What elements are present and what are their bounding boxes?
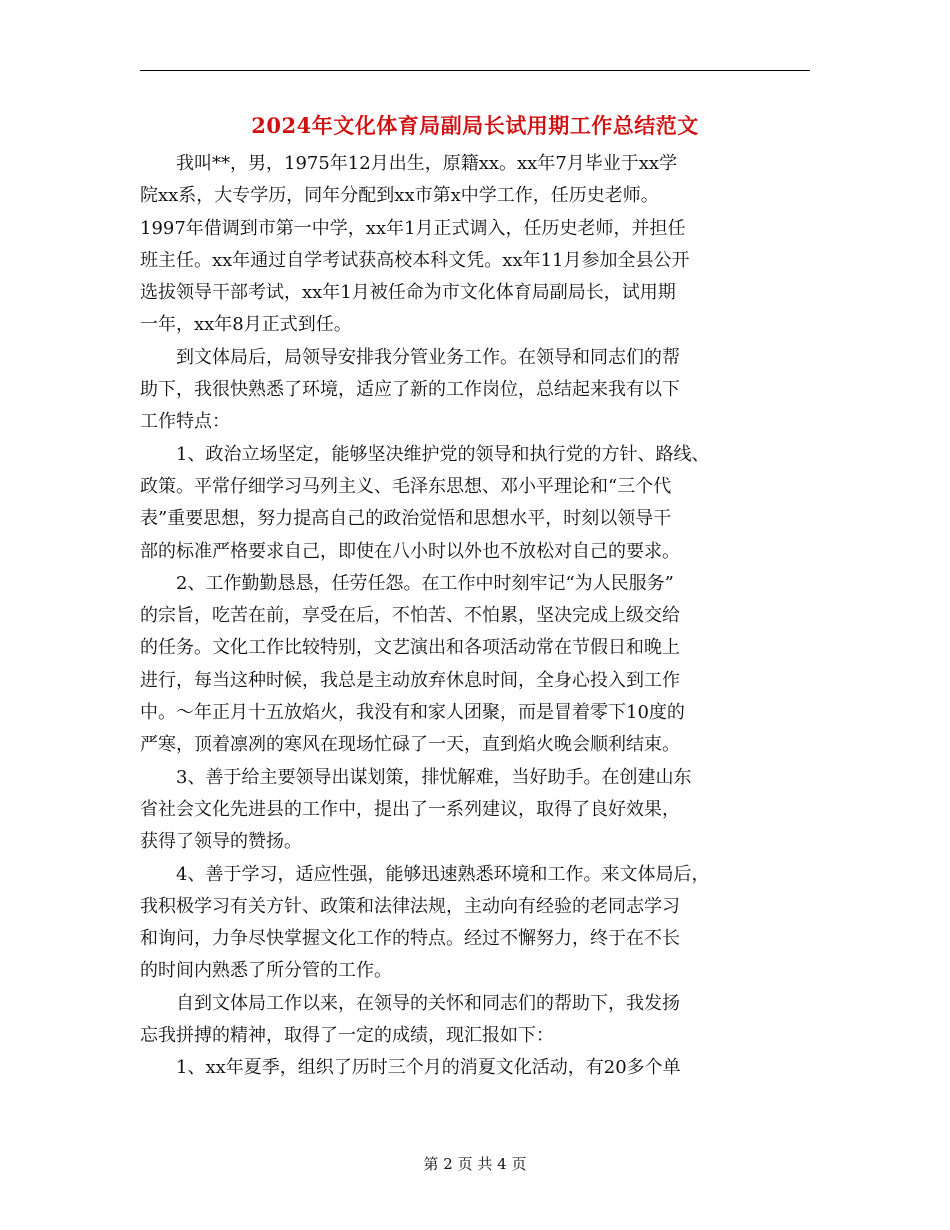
body-line: 严寒，顶着凛冽的寒风在现场忙碌了一天，直到焰火晚会顺利结束。: [140, 734, 680, 756]
page-number: 第 2 页 共 4 页: [423, 1155, 527, 1173]
body-line: 部的标准严格要求自己，即使在八小时以外也不放松对自己的要求。: [140, 540, 680, 562]
body-line: 忘我拼搏的精神，取得了一定的成绩，现汇报如下：: [140, 1025, 554, 1047]
body-line: 选拔领导干部考试，xx年1月被任命为市文化体育局副局长，试用期: [140, 282, 676, 304]
body-line: 班主任。xx年通过自学考试获高校本科文凭。xx年11月参加全县公开: [140, 249, 690, 271]
body-line: 1997年借调到市第一中学，xx年1月正式调入，任历史老师，并担任: [140, 217, 686, 239]
body-line: 1、政治立场坚定，能够坚决维护党的领导和执行党的方针、路线、: [176, 443, 710, 465]
document-body: [140, 148, 820, 1085]
body-line: 3、善于给主要领导出谋划策，排忧解难，当好助手。在创建山东: [176, 766, 692, 788]
body-line: 工作特点：: [140, 411, 230, 433]
body-line: 1、xx年夏季，组织了历时三个月的消夏文化活动，有20多个单: [176, 1057, 681, 1079]
body-line: 进行，每当这种时候，我总是主动放弃休息时间，全身心投入到工作: [140, 669, 680, 691]
body-line: 一年，xx年8月正式到任。: [140, 314, 352, 336]
body-line: 我叫**，男，1975年12月出生，原籍xx。xx年7月毕业于xx学: [176, 153, 678, 174]
body-line: 到文体局后，局领导安排我分管业务工作。在领导和同志们的帮: [176, 346, 680, 368]
body-line: 表”重要思想，努力提高自己的政治觉悟和思想水平，时刻以领导干: [140, 508, 672, 530]
body-line: 的任务。文化工作比较特别，文艺演出和各项活动常在节假日和晚上: [140, 637, 680, 659]
document-title: 2024年文化体育局副局长试用期工作总结范文: [251, 113, 699, 138]
body-line: 助下，我很快熟悉了环境，适应了新的工作岗位，总结起来我有以下: [140, 379, 680, 401]
header-rule: [140, 70, 810, 71]
body-line: 2、工作勤勤恳恳，任劳任怨。在工作中时刻牢记“为人民服务”: [176, 572, 674, 594]
body-line: 我积极学习有关方针、政策和法律法规，主动向有经验的老同志学习: [140, 895, 680, 917]
body-line: 省社会文化先进县的工作中，提出了一系列建议，取得了良好效果，: [140, 798, 680, 820]
body-line: 政策。平常仔细学习马列主义、毛泽东思想、邓小平理论和“三个代: [140, 475, 672, 497]
body-line: 的宗旨，吃苦在前，享受在后，不怕苦、不怕累，坚决完成上级交给: [140, 605, 680, 627]
body-line: 获得了领导的赞扬。: [140, 831, 302, 853]
body-line: 中。～年正月十五放焰火，我没有和家人团聚，而是冒着零下10度的: [140, 702, 685, 724]
body-line: 自到文体局工作以来，在领导的关怀和同志们的帮助下，我发扬: [176, 992, 680, 1014]
body-line: 院xx系，大专学历，同年分配到xx市第x中学工作，任历史老师。: [140, 185, 659, 207]
body-line: 的时间内熟悉了所分管的工作。: [140, 960, 392, 982]
body-line: 和询问，力争尽快掌握文化工作的特点。经过不懈努力，终于在不长: [140, 928, 680, 950]
body-line: 4、善于学习，适应性强，能够迅速熟悉环境和工作。来文体局后，: [176, 863, 710, 885]
